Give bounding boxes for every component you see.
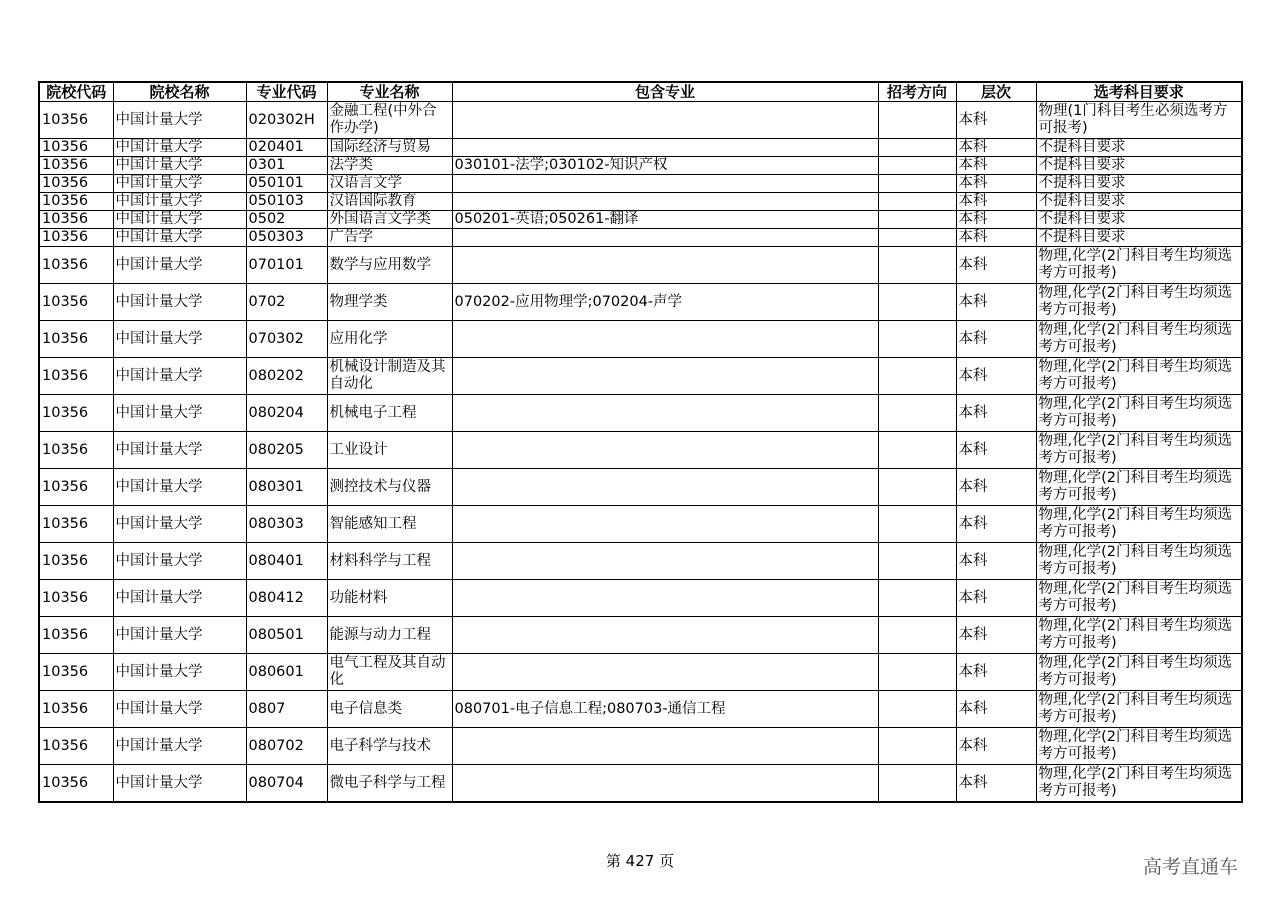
col-header-direction: 招考方向 [878,82,956,102]
cell-school-name: 中国计量大学 [113,543,246,580]
cell-level: 本科 [956,358,1036,395]
cell-direction [878,580,956,617]
cell-direction [878,432,956,469]
table-row [39,193,1242,211]
cell-school-code: 10356 [39,543,113,580]
table-row [39,102,1242,139]
cell-school-name: 中国计量大学 [113,432,246,469]
cell-subject-requirement: 物理,化学(2门科目考生均须选考方可报考) [1036,765,1242,803]
cell-subject-requirement: 物理,化学(2门科目考生均须选考方可报考) [1036,395,1242,432]
table-row [39,175,1242,193]
cell-subject-requirement: 不提科目要求 [1036,175,1242,193]
cell-level: 本科 [956,765,1036,803]
cell-major-name: 汉语言文学 [327,175,452,193]
cell-included-majors [452,580,878,617]
cell-major-name: 物理学类 [327,284,452,321]
cell-subject-requirement: 物理,化学(2门科目考生均须选考方可报考) [1036,284,1242,321]
cell-school-code: 10356 [39,102,113,139]
cell-school-code: 10356 [39,469,113,506]
cell-major-name: 国际经济与贸易 [327,139,452,157]
cell-school-code: 10356 [39,321,113,358]
table-row [39,358,1242,395]
cell-subject-requirement: 物理,化学(2门科目考生均须选考方可报考) [1036,617,1242,654]
cell-included-majors [452,543,878,580]
cell-major-code: 080601 [246,654,327,691]
cell-major-name: 电气工程及其自动化 [327,654,452,691]
table-body [39,102,1242,803]
table-row [39,211,1242,229]
cell-direction [878,617,956,654]
cell-subject-requirement: 物理(1门科目考生必须选考方可报考) [1036,102,1242,139]
cell-level: 本科 [956,175,1036,193]
cell-major-name: 法学类 [327,157,452,175]
cell-direction [878,247,956,284]
cell-included-majors [452,102,878,139]
cell-school-name: 中国计量大学 [113,395,246,432]
cell-school-name: 中国计量大学 [113,469,246,506]
table-row [39,432,1242,469]
cell-level: 本科 [956,102,1036,139]
cell-level: 本科 [956,617,1036,654]
cell-subject-requirement: 不提科目要求 [1036,157,1242,175]
page-number: 第 427 页 [605,852,675,870]
cell-level: 本科 [956,211,1036,229]
cell-direction [878,175,956,193]
cell-included-majors [452,617,878,654]
cell-major-name: 应用化学 [327,321,452,358]
cell-subject-requirement: 不提科目要求 [1036,193,1242,211]
cell-school-code: 10356 [39,175,113,193]
cell-school-name: 中国计量大学 [113,765,246,803]
col-header-school-code: 院校代码 [39,82,113,102]
table-row [39,765,1242,803]
cell-direction [878,321,956,358]
cell-included-majors [452,321,878,358]
table-row [39,247,1242,284]
cell-direction [878,102,956,139]
cell-major-code: 070101 [246,247,327,284]
cell-major-code: 080702 [246,728,327,765]
cell-included-majors [452,765,878,803]
cell-school-code: 10356 [39,395,113,432]
cell-level: 本科 [956,139,1036,157]
cell-subject-requirement: 物理,化学(2门科目考生均须选考方可报考) [1036,580,1242,617]
cell-included-majors [452,654,878,691]
cell-level: 本科 [956,728,1036,765]
cell-level: 本科 [956,469,1036,506]
cell-school-code: 10356 [39,432,113,469]
cell-major-code: 050103 [246,193,327,211]
col-header-school-name: 院校名称 [113,82,246,102]
cell-major-name: 机械电子工程 [327,395,452,432]
cell-included-majors [452,728,878,765]
cell-school-code: 10356 [39,506,113,543]
cell-major-code: 0807 [246,691,327,728]
table-row [39,139,1242,157]
table-row [39,506,1242,543]
col-header-subject-requirement: 选考科目要求 [1036,82,1242,102]
cell-subject-requirement: 不提科目要求 [1036,229,1242,247]
cell-included-majors: 030101-法学;030102-知识产权 [452,157,878,175]
cell-major-code: 0502 [246,211,327,229]
cell-major-name: 金融工程(中外合作办学) [327,102,452,139]
cell-included-majors: 050201-英语;050261-翻译 [452,211,878,229]
cell-school-code: 10356 [39,691,113,728]
cell-major-name: 数学与应用数学 [327,247,452,284]
cell-major-code: 020401 [246,139,327,157]
cell-level: 本科 [956,654,1036,691]
cell-included-majors [452,358,878,395]
cell-school-code: 10356 [39,765,113,803]
cell-direction [878,139,956,157]
col-header-major-code: 专业代码 [246,82,327,102]
table-row [39,395,1242,432]
cell-major-code: 0702 [246,284,327,321]
cell-included-majors [452,193,878,211]
cell-subject-requirement: 物理,化学(2门科目考生均须选考方可报考) [1036,247,1242,284]
cell-school-code: 10356 [39,157,113,175]
cell-level: 本科 [956,506,1036,543]
cell-school-name: 中国计量大学 [113,321,246,358]
table-row [39,654,1242,691]
cell-level: 本科 [956,395,1036,432]
cell-subject-requirement: 物理,化学(2门科目考生均须选考方可报考) [1036,728,1242,765]
cell-major-code: 050101 [246,175,327,193]
cell-direction [878,395,956,432]
cell-major-name: 测控技术与仪器 [327,469,452,506]
cell-major-name: 电子信息类 [327,691,452,728]
cell-direction [878,157,956,175]
cell-level: 本科 [956,229,1036,247]
cell-school-code: 10356 [39,728,113,765]
cell-major-name: 材料科学与工程 [327,543,452,580]
col-header-included-majors: 包含专业 [452,82,878,102]
watermark-text: 高考直通车 [1143,856,1239,878]
cell-included-majors [452,432,878,469]
cell-school-name: 中国计量大学 [113,728,246,765]
cell-subject-requirement: 物理,化学(2门科目考生均须选考方可报考) [1036,432,1242,469]
cell-level: 本科 [956,321,1036,358]
col-header-level: 层次 [956,82,1036,102]
cell-school-name: 中国计量大学 [113,193,246,211]
cell-direction [878,654,956,691]
cell-school-code: 10356 [39,617,113,654]
cell-major-code: 080401 [246,543,327,580]
cell-included-majors [452,247,878,284]
cell-included-majors [452,229,878,247]
cell-major-code: 080412 [246,580,327,617]
table-row [39,321,1242,358]
cell-major-name: 能源与动力工程 [327,617,452,654]
cell-direction [878,543,956,580]
cell-school-name: 中国计量大学 [113,139,246,157]
table-row [39,580,1242,617]
cell-included-majors: 080701-电子信息工程;080703-通信工程 [452,691,878,728]
cell-major-code: 080205 [246,432,327,469]
cell-major-name: 微电子科学与工程 [327,765,452,803]
cell-level: 本科 [956,247,1036,284]
cell-major-name: 机械设计制造及其自动化 [327,358,452,395]
cell-subject-requirement: 物理,化学(2门科目考生均须选考方可报考) [1036,506,1242,543]
header-row [39,82,1242,102]
table-row [39,284,1242,321]
cell-major-name: 外国语言文学类 [327,211,452,229]
cell-level: 本科 [956,691,1036,728]
cell-school-name: 中国计量大学 [113,358,246,395]
cell-included-majors [452,395,878,432]
cell-major-name: 汉语国际教育 [327,193,452,211]
cell-direction [878,193,956,211]
cell-major-name: 工业设计 [327,432,452,469]
cell-included-majors [452,175,878,193]
cell-direction [878,284,956,321]
cell-school-name: 中国计量大学 [113,102,246,139]
cell-major-name: 智能感知工程 [327,506,452,543]
cell-subject-requirement: 物理,化学(2门科目考生均须选考方可报考) [1036,654,1242,691]
cell-major-code: 070302 [246,321,327,358]
cell-school-code: 10356 [39,284,113,321]
table-row [39,229,1242,247]
cell-direction [878,728,956,765]
cell-school-name: 中国计量大学 [113,654,246,691]
cell-subject-requirement: 不提科目要求 [1036,139,1242,157]
cell-level: 本科 [956,432,1036,469]
table-row [39,543,1242,580]
cell-school-name: 中国计量大学 [113,691,246,728]
cell-subject-requirement: 物理,化学(2门科目考生均须选考方可报考) [1036,358,1242,395]
cell-school-name: 中国计量大学 [113,211,246,229]
table-row [39,469,1242,506]
cell-subject-requirement: 不提科目要求 [1036,211,1242,229]
cell-school-name: 中国计量大学 [113,617,246,654]
cell-school-name: 中国计量大学 [113,284,246,321]
cell-included-majors [452,469,878,506]
table-row [39,691,1242,728]
admission-table [38,81,1243,803]
cell-included-majors: 070202-应用物理学;070204-声学 [452,284,878,321]
cell-direction [878,211,956,229]
cell-direction [878,506,956,543]
cell-school-name: 中国计量大学 [113,157,246,175]
cell-school-code: 10356 [39,247,113,284]
cell-direction [878,358,956,395]
cell-major-name: 广告学 [327,229,452,247]
cell-school-name: 中国计量大学 [113,175,246,193]
cell-school-code: 10356 [39,654,113,691]
cell-school-name: 中国计量大学 [113,580,246,617]
cell-direction [878,469,956,506]
cell-level: 本科 [956,580,1036,617]
cell-major-code: 080704 [246,765,327,803]
cell-subject-requirement: 物理,化学(2门科目考生均须选考方可报考) [1036,321,1242,358]
cell-major-code: 080204 [246,395,327,432]
cell-subject-requirement: 物理,化学(2门科目考生均须选考方可报考) [1036,691,1242,728]
cell-major-code: 050303 [246,229,327,247]
cell-subject-requirement: 物理,化学(2门科目考生均须选考方可报考) [1036,543,1242,580]
cell-level: 本科 [956,193,1036,211]
cell-school-name: 中国计量大学 [113,229,246,247]
cell-school-code: 10356 [39,229,113,247]
cell-direction [878,691,956,728]
cell-major-code: 080202 [246,358,327,395]
cell-school-code: 10356 [39,580,113,617]
cell-major-name: 功能材料 [327,580,452,617]
col-header-major-name: 专业名称 [327,82,452,102]
cell-school-code: 10356 [39,193,113,211]
cell-major-name: 电子科学与技术 [327,728,452,765]
cell-direction [878,765,956,803]
table-row [39,728,1242,765]
cell-included-majors [452,139,878,157]
cell-school-name: 中国计量大学 [113,506,246,543]
cell-major-code: 020302H [246,102,327,139]
cell-major-code: 080303 [246,506,327,543]
cell-school-code: 10356 [39,211,113,229]
cell-level: 本科 [956,543,1036,580]
table-row [39,617,1242,654]
cell-school-code: 10356 [39,139,113,157]
cell-major-code: 080501 [246,617,327,654]
cell-level: 本科 [956,157,1036,175]
cell-major-code: 0301 [246,157,327,175]
cell-included-majors [452,506,878,543]
cell-major-code: 080301 [246,469,327,506]
cell-school-code: 10356 [39,358,113,395]
cell-level: 本科 [956,284,1036,321]
cell-school-name: 中国计量大学 [113,247,246,284]
table-row [39,157,1242,175]
cell-direction [878,229,956,247]
cell-subject-requirement: 物理,化学(2门科目考生均须选考方可报考) [1036,469,1242,506]
